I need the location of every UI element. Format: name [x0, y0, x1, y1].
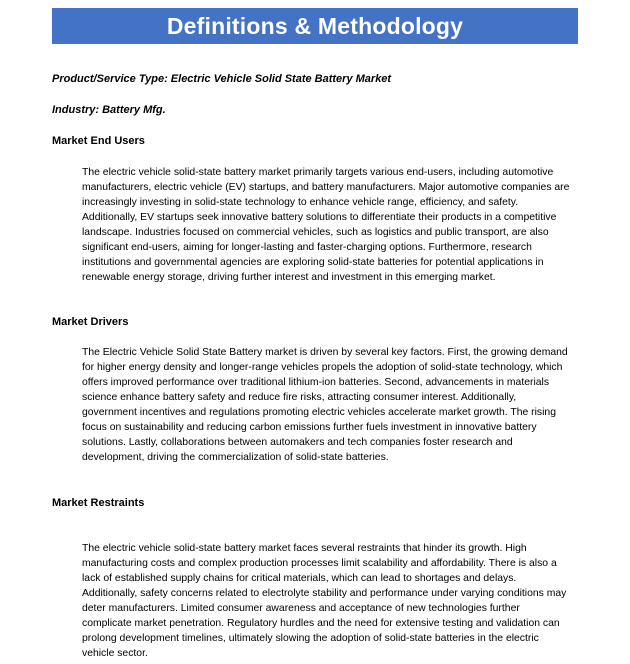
section-body-restraints: The electric vehicle solid-state battery market faces several restraints that hinder its growth. High manufacturing costs and complex production processes limit scalability and affordability. There is also a lack of established supply chains for critical materials, which can lead to shortages and delays. Additionally, safety concerns related to electrolyte stability and performance under varying conditions may deter manufacturers. Limited consumer awareness and acceptance of new technologies further complicate market penetration. Regulatory hurdles and the need for extensive testing and validation can prolong development timelines, ultimately slowing the adoption of solid-state batteries in the electric vehicle sector.: [82, 543, 567, 659]
product-type-line: Product/Service Type: Electric Vehicle Solid State Battery Market: [52, 73, 392, 85]
industry-line: Industry: Battery Mfg.: [52, 104, 166, 116]
section-heading-end-users: Market End Users: [52, 135, 145, 147]
section-body-drivers: The Electric Vehicle Solid State Battery market is driven by several key factors. First, the growing demand for higher energy density and longer-range vehicles propels the adoption of solid-state technology, which offers improved performance over traditional lithium-ion batteries. Second, advancements in materials science enhance battery safety and reduce fire risks, attracting consumer interest. Additionally, government incentives and regulations promoting electric vehicles accelerate market growth. The rising focus on sustainability and reducing carbon emissions further fuels investment in innovative battery solutions. Lastly, collaborations between automakers and tech companies foster research and development, driving the commercialization of solid-state batteries.: [82, 347, 568, 463]
page-title: Definitions & Methodology: [166, 12, 464, 39]
section-heading-restraints: Market Restraints: [52, 497, 145, 509]
title-banner: [52, 8, 578, 44]
section-body-end-users: The electric vehicle solid-state battery market primarily targets various end-users, including automotive manufacturers, electric vehicle (EV) startups, and battery manufacturers. Major automotive companies are increasingly investing in solid-state technology to enhance vehicle range, efficiency, and safety. Additionally, EV startups seek innovative battery solutions to differentiate their products in a competitive landscape. Industries focused on commercial vehicles, such as logistics and public transport, are also significant end-users, aiming for longer-lasting and faster-charging options. Furthermore, research institutions and governmental agencies are exploring solid-state batteries for potential applications in renewable energy storage, driving further interest and investment in this emerging market.: [82, 167, 570, 283]
section-heading-drivers: Market Drivers: [52, 316, 129, 328]
